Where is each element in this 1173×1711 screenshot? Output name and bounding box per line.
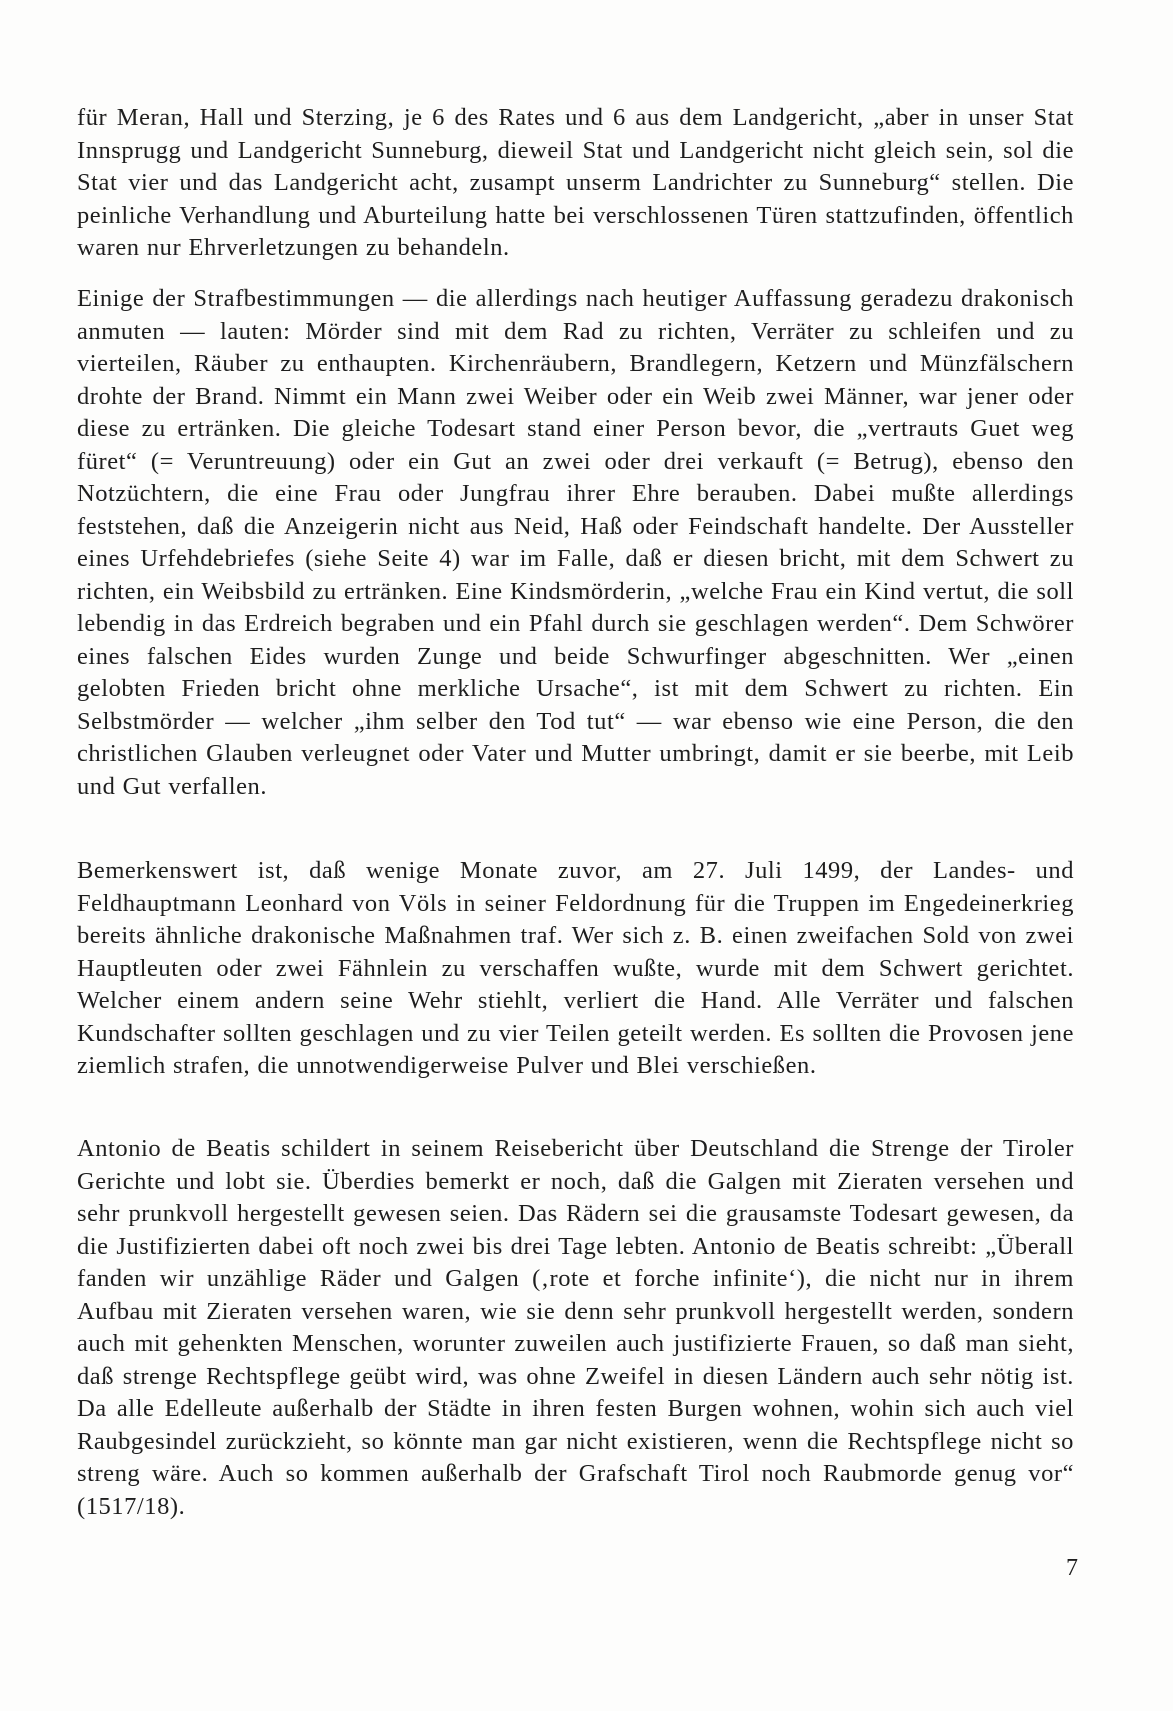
- body-text-column: [77, 1133, 1074, 1523]
- page-number: 7: [1066, 1555, 1078, 1581]
- body-text-column: [77, 855, 1074, 1083]
- paragraph-3: Bemerkenswert ist, daß wenige Monate zuvor, am 27. Juli 1499, der Landes- und Feldhauptmann Leonhard von Völs in seiner Feldordnung für die Truppen im Engedeinerkrieg bereits ähnliche drakonische Maßnahmen traf. Wer sich z. B. einen zweifachen Sold von zwei Hauptleuten oder zwei Fähnlein zu verschaffen wußte, wurde mit dem Schwert gerichtet. Welcher einem andern seine Wehr stiehlt, verliert die Hand. Alle Verräter und falschen Kundschafter sollten geschlagen und zu vier Teilen geteilt werden. Es sollten die Provosen jene ziemlich strafen, die unnotwendigerweise Pulver und Blei verschießen.: [77, 857, 1074, 1079]
- paragraph-2: Einige der Strafbestimmungen — die allerdings nach heutiger Auffassung geradezu drakonisch anmuten — lauten: Mörder sind mit dem Rad zu richten, Verräter zu schleifen und zu vierteilen, Räuber zu enthaupten. Kirchenräubern, Brandlegern, Ketzern und Münzfälschern drohte der Brand. Nimmt ein Mann zwei Weiber oder ein Weib zwei Männer, war jener oder diese zu ertränken. Die gleiche Todesart stand einer Person bevor, die „vertrauts Guet weg füret“ (= Veruntreuung) oder ein Gut an zwei oder drei verkauft (= Betrug), ebenso den Notzüchtern, die eine Frau oder Jungfrau ihrer Ehre berauben. Dabei mußte allerdings feststehen, daß die Anzeigerin nicht aus Neid, Haß oder Feindschaft handelte. Der Aussteller eines Urfehdebriefes (siehe Seite 4) war im Falle, daß er diesen bricht, mit dem Schwert zu richten, ein Weibsbild zu ertränken. Eine Kindsmörderin, „welche Frau ein Kind vertut, die soll lebendig in das Erdreich begraben und ein Pfahl durch sie geschlagen werden“. Dem Schwörer eines falschen Eides wurden Zunge und beide Schwurfinger abgeschnitten. Wer „einen gelobten Frieden bricht ohne merkliche Ursache“, ist mit dem Schwert zu richten. Ein Selbstmörder — welcher „ihm selber den Tod tut“ — war ebenso wie eine Person, die den christlichen Glauben verleugnet oder Vater und Mutter umbringt, damit er sie beerbe, mit Leib und Gut verfallen.: [77, 285, 1074, 800]
- body-text-column: [77, 283, 1074, 803]
- paragraph-1: für Meran, Hall und Sterzing, je 6 des Rates und 6 aus dem Landgericht, „aber in unser Stat Innsprugg und Landgericht Sunneburg, dieweil Stat und Landgericht nicht gleich sein, sol die Stat vier und das Landgericht acht, zusampt unserm Landrichter zu Sunneburg“ stellen. Die peinliche Verhandlung und Aburteilung hatte bei verschlossenen Türen stattzufinden, öffentlich waren nur Ehrverletzungen zu behandeln.: [77, 104, 1074, 261]
- body-text-column: [77, 102, 1074, 265]
- paragraph-4: Antonio de Beatis schildert in seinem Reisebericht über Deutschland die Strenge der Tiroler Gerichte und lobt sie. Überdies bemerkt er noch, daß die Galgen mit Zieraten versehen und sehr prunkvoll hergestellt gewesen seien. Das Rädern sei die grausamste Todesart gewesen, da die Justifizierten dabei oft noch zwei bis drei Tage lebten. Antonio de Beatis schreibt: „Überall fanden wir unzählige Räder und Galgen (‚rote et forche infinite‘), die nicht nur in ihrem Aufbau mit Zieraten versehen waren, wie sie denn sehr prunkvoll hergestellt werden, sondern auch mit gehenkten Menschen, worunter zuweilen auch justifizierte Frauen, so daß man sieht, daß strenge Rechtspflege geübt wird, was ohne Zweifel in diesen Ländern auch sehr nötig ist. Da alle Edelleute außerhalb der Städte in ihren festen Burgen wohnen, wohin sich auch viel Raubgesindel zurückzieht, so könnte man gar nicht existieren, wenn die Rechtspflege nicht so streng wäre. Auch so kommen außerhalb der Grafschaft Tirol noch Raubmorde genug vor“ (1517/18).: [77, 1135, 1074, 1520]
